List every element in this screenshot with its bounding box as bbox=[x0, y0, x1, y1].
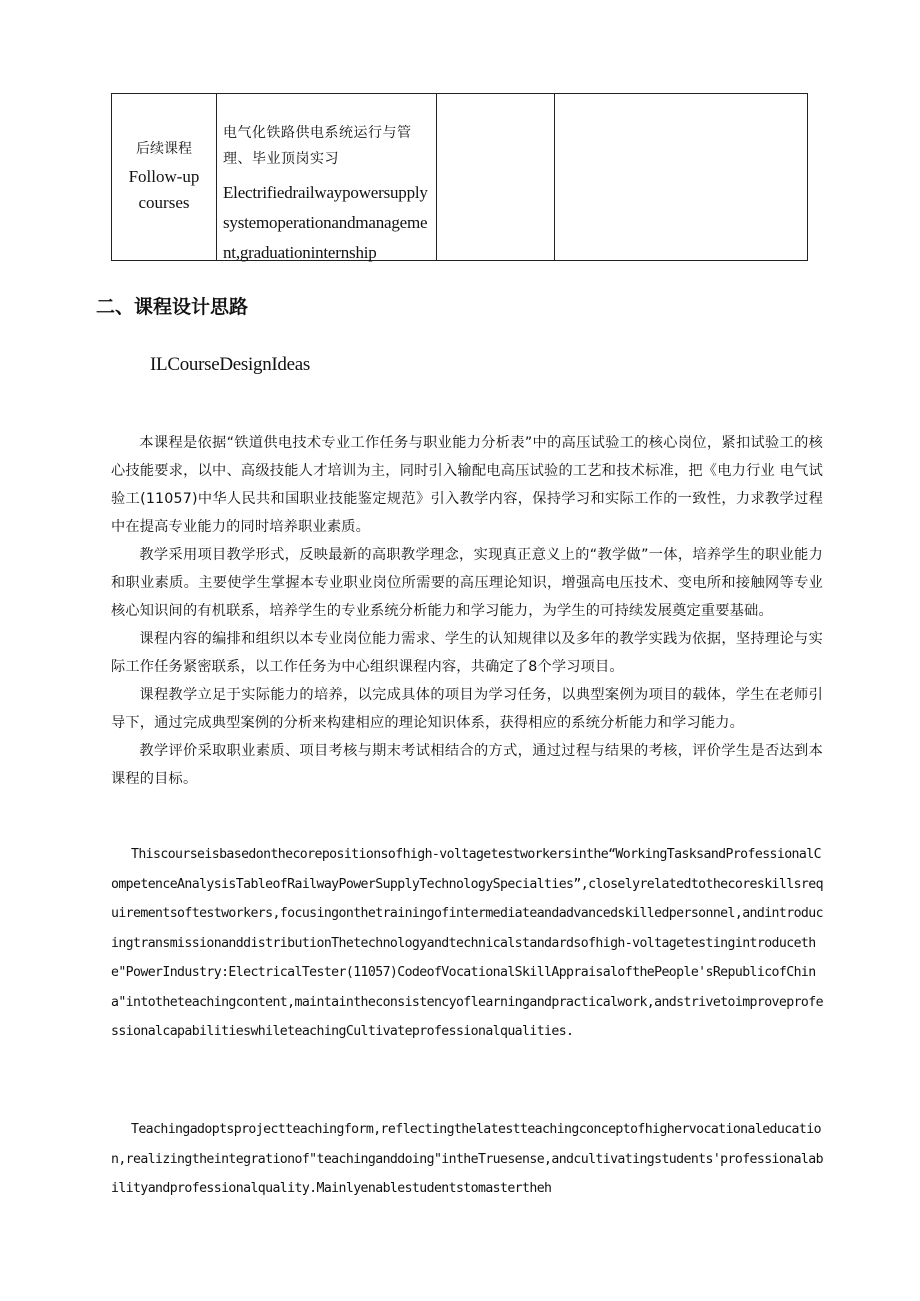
table-empty-cell-3 bbox=[437, 94, 555, 260]
table-courses-cell bbox=[217, 94, 437, 260]
table-row-label-cell bbox=[112, 94, 217, 260]
row-label-en: Follow-up courses bbox=[128, 167, 200, 212]
english-paragraph-2 bbox=[111, 1115, 823, 1204]
chinese-body bbox=[111, 429, 823, 793]
paragraph-zh-1: 本课程是依据“铁道供电技术专业工作任务与职业能力分析表”中的高压试验工的核心岗位，紧扣试验工的核心技能要求，以中、高级技能人才培训为主，同时引入输配电高压试验的工艺和技术标准，把《电力行业 电气试验工(11057)中华人民共和国职业技能鉴定规范》引入教学内容，保持学习和实际工作的一致性，力求教学过程中在提高专业能力的同时培养职业素质。 bbox=[111, 435, 823, 535]
paragraph-zh-4: 课程教学立足于实际能力的培养，以完成具体的项目为学习任务，以典型案例为项目的载体，学生在老师引导下，通过完成典型案例的分析来构建相应的理论知识体系，获得相应的系统分析能力和学习能力。 bbox=[111, 687, 823, 731]
paragraph-en-2: Teachingadoptsprojectteachingform,reflectingthelatestteachingconceptofhighervocationaleducation,realizingtheintegrationof"teachinganddoing"intheTruesense,andcultivatingstudents'professionalabilityandprofessionalquality.Mainlyenablestudentstomastertheh bbox=[111, 1122, 823, 1196]
courses-zh: 电气化铁路供电系统运行与管理、毕业顶岗实习 bbox=[223, 125, 412, 167]
section-heading-en: ILCourseDesignIdeas bbox=[150, 354, 310, 375]
paragraph-zh-3: 课程内容的编排和组织以本专业岗位能力需求、学生的认知规律以及多年的教学实践为依据，坚持理论与实际工作任务紧密联系，以工作任务为中心组织课程内容，共确定了8个学习项目。 bbox=[111, 631, 823, 675]
paragraph-en-1: Thiscourseisbasedonthecorepositionsofhigh-voltagetestworkersinthe“WorkingTasksandProfessionalCompetenceAnalysisTableofRailwayPowerSupplyTechnologySpecialties”,closelyrelatedtothecoreskillsrequirementsoftestworkers,focusingonthetrainingofintermediateandadvancedskilledpersonnel,andintroducingtransmissionanddistributionThetechnologyandtechnicalstandardsofhigh-voltagetestingintroducethe"PowerIndustry:ElectricalTester(11057)CodeofVocationalSkillAppraisalofthePeople'sRepublicofChina"intotheteachingcontent,maintaintheconsistencyoflearningandpracticalwork,andstrivetoimproveprofessionalcapabilitieswhileteachingCultivateprofessionalqualities. bbox=[111, 847, 823, 1039]
row-label-zh: 后续课程 bbox=[136, 141, 192, 157]
paragraph-zh-5: 教学评价采取职业素质、项目考核与期末考试相结合的方式，通过过程与结果的考核，评价学生是否达到本课程的目标。 bbox=[111, 743, 823, 787]
paragraph-zh-2: 教学采用项目教学形式，反映最新的高职教学理念，实现真正意义上的“教学做”一体，培养学生的职业能力和职业素质。主要使学生掌握本专业职业岗位所需要的高压理论知识，增强高电压技术、变电所和接触网等专业核心知识间的有机联系，培养学生的专业系统分析能力和学习能力，为学生的可持续发展奠定重要基础。 bbox=[111, 547, 823, 619]
english-paragraph-1 bbox=[111, 840, 823, 1047]
section-heading-zh: 二、课程设计思路 bbox=[96, 296, 249, 318]
table-empty-cell-4 bbox=[555, 94, 807, 260]
course-table bbox=[111, 93, 808, 261]
courses-en: Electrifiedrailwaypowersupplysystemoperationandmanagement,graduationinternship bbox=[223, 183, 428, 262]
